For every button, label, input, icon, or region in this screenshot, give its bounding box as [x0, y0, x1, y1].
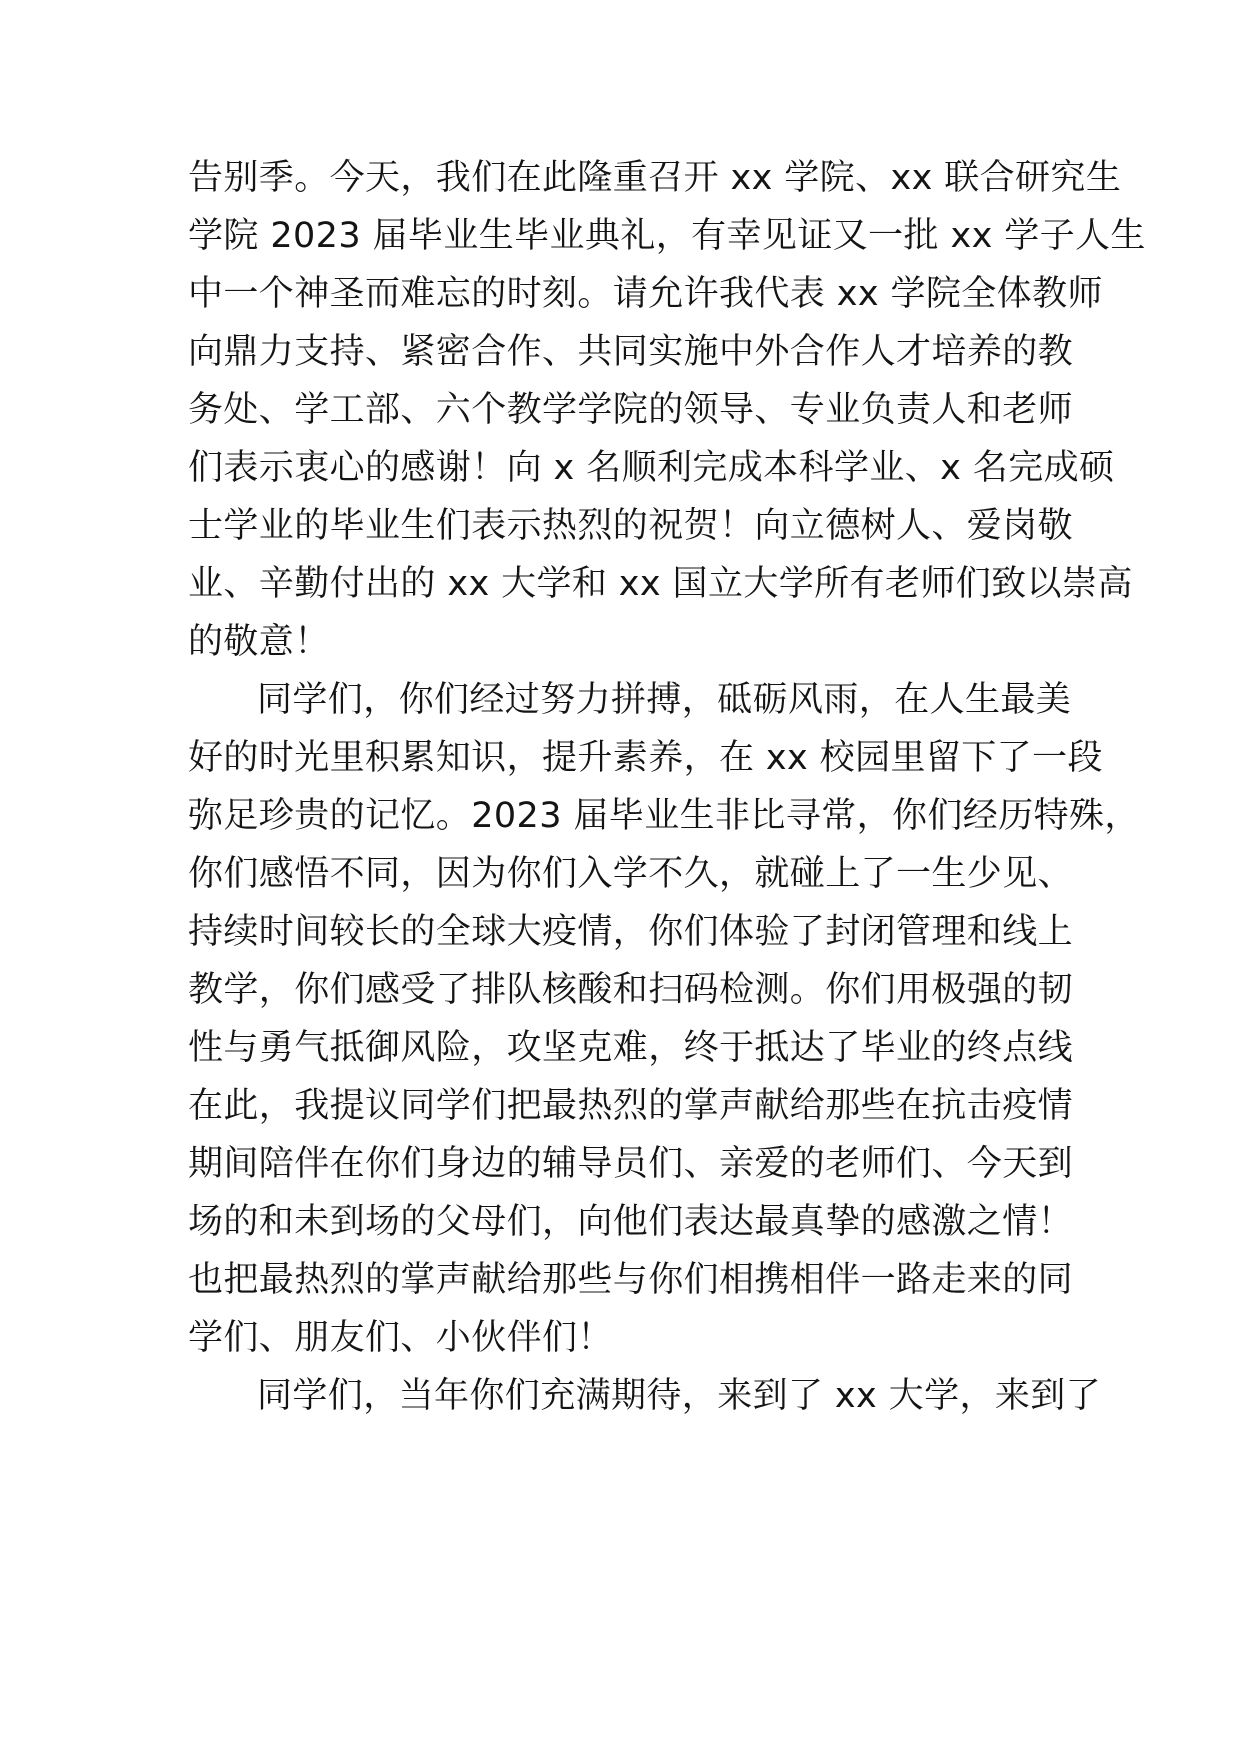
text-line: 们表示衷心的感谢！向 x 名顺利完成本科学业、x 名完成硕: [188, 448, 1115, 488]
text-line: 业、辛勤付出的 xx 大学和 xx 国立大学所有老师们致以崇高: [188, 564, 1133, 604]
text-line: 学们、朋友们、小伙伴们！: [188, 1318, 613, 1358]
text-line: 场的和未到场的父母们，向他们表达最真挚的感激之情！: [188, 1202, 1074, 1242]
text-line: 也把最热烈的掌声献给那些与你们相携相伴一路走来的同: [188, 1260, 1074, 1300]
text-line: 在此，我提议同学们把最热烈的掌声献给那些在抗击疫情: [188, 1086, 1074, 1126]
text-line: 告别季。今天，我们在此隆重召开 xx 学院、xx 联合研究生: [188, 158, 1122, 198]
text-line: 向鼎力支持、紧密合作、共同实施中外合作人才培养的教: [188, 332, 1074, 372]
text-line: 的敬意！: [188, 622, 330, 662]
paragraph-first-line: 同学们，当年你们充满期待，来到了 xx 大学，来到了: [257, 1376, 1102, 1416]
text-line: 持续时间较长的全球大疫情，你们体验了封闭管理和线上: [188, 912, 1074, 952]
text-line: 中一个神圣而难忘的时刻。请允许我代表 xx 学院全体教师: [188, 274, 1103, 314]
text-line: 学院 2023 届毕业生毕业典礼，有幸见证又一批 xx 学子人生: [188, 216, 1146, 256]
text-line: 务处、学工部、六个教学学院的领导、专业负责人和老师: [188, 390, 1074, 430]
text-line: 士学业的毕业生们表示热烈的祝贺！向立德树人、爱岗敬: [188, 506, 1074, 546]
text-line: 期间陪伴在你们身边的辅导员们、亲爱的老师们、今天到: [188, 1144, 1074, 1184]
paragraph-first-line: 同学们，你们经过努力拼搏，砥砺风雨，在人生最美: [257, 680, 1072, 720]
text-line: 弥足珍贵的记忆。2023 届毕业生非比寻常，你们经历特殊，: [188, 796, 1140, 836]
text-line: 你们感悟不同，因为你们入学不久，就碰上了一生少见、: [188, 854, 1074, 894]
text-line: 性与勇气抵御风险，攻坚克难，终于抵达了毕业的终点线: [188, 1028, 1074, 1068]
text-line: 教学，你们感受了排队核酸和扫码检测。你们用极强的韧: [188, 970, 1074, 1010]
text-line: 好的时光里积累知识，提升素养，在 xx 校园里留下了一段: [188, 738, 1103, 778]
